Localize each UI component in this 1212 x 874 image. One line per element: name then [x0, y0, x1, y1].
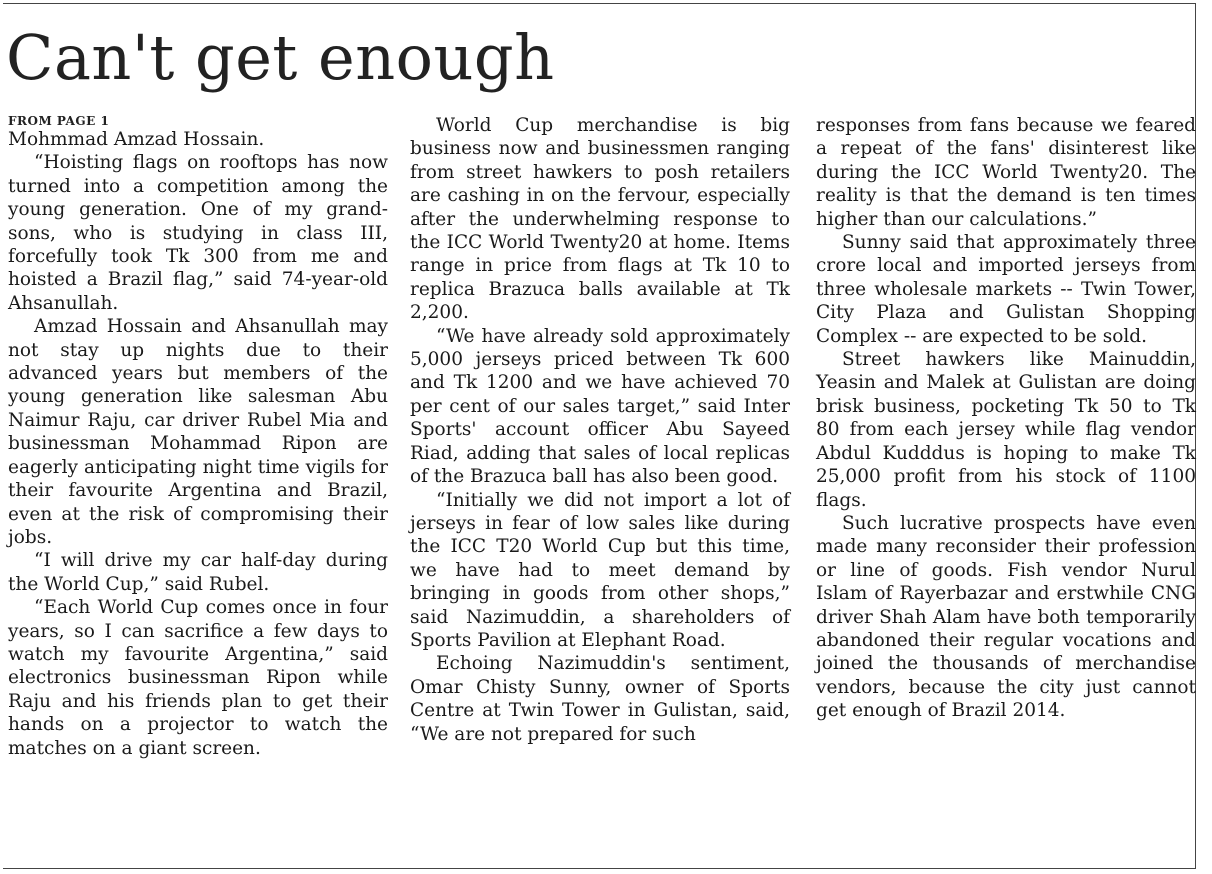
paragraph: Street hawkers like Mainuddin, Yeasin and Malek at Gulistan are doing brisk business, pocketing Tk 50 to Tk 80 from each jersey while flag vendor Abdul Kudddus is hoping to make Tk 25,000 profit from his stock of 1100 flags. — [816, 349, 1196, 511]
column-2 — [410, 114, 790, 746]
column-1 — [8, 114, 388, 760]
paragraph: “Each World Cup comes once in four years, so I can sacrifice a few days to watch my favourite Argentina,” said electronics businessman Ripon while Raju and his friends plan to get their hands on a projector to watch the matches on a giant screen. — [8, 597, 388, 759]
paragraph: “Initially we did not import a lot of jerseys in fear of low sales like during the ICC T20 World Cup but this time, we have had to meet demand by bringing in goods from other shops,” said Nazimuddin, a shareholders of Sports Pavilion at Elephant Road. — [410, 489, 790, 651]
column-3 — [816, 114, 1196, 723]
paragraph: World Cup merchandise is big business now and businessmen ranging from street hawkers to posh retailers are cashing in on the fervour, especially after the underwhelming response to the ICC World Twenty20 at home. Items range in price from flags at Tk 10 to replica Brazuca balls available at Tk 2,200. — [410, 115, 790, 324]
paragraph: Such lucrative prospects have even made many reconsider their profession or line of goods. Fish vendor Nurul Islam of Rayerbazar and erstwhile CNG driver Shah Alam have both temporarily abandoned their regular vocations and joined the thousands of merchandise vendors, because the city just cannot get enough of Brazil 2014. — [816, 512, 1196, 722]
paragraph: “Hoisting flags on rooftops has now turned into a competition among the young generation. One of my grandsons, who is studying in class III, forcefully took Tk 300 from me and hoisted a Brazil flag,” said 74-year-old Ahsanullah. — [8, 152, 388, 314]
paragraph: Sunny said that approximately three crore local and imported jerseys from three wholesale markets -- Twin Tower, City Plaza and Gulistan Shopping Complex -- are expected to be sold. — [816, 232, 1196, 347]
kicker-from-page: FROM PAGE 1 — [8, 114, 110, 128]
paragraph: Mohmmad Amzad Hossain. — [8, 129, 265, 150]
paragraph: “We have already sold approximately 5,000 jerseys priced between Tk 600 and Tk 1200 and we have achieved 70 per cent of our sales target,” said Inter Sports' account officer Abu Sayeed Riad, adding that sales of local replicas of the Brazuca ball has also been good. — [410, 325, 790, 488]
paragraph: Amzad Hossain and Ahsanullah may not stay up nights due to their advanced years but members of the young generation like salesman Abu Naimur Raju, car driver Rubel Mia and businessman Mohammad Ripon are eagerly anticipating night time vigils for their favourite Argentina and Brazil, even at the risk of compromising their jobs. — [8, 316, 388, 548]
paragraph: Echoing Nazimuddin's sentiment, Omar Chisty Sunny, owner of Sports Centre at Twin Tower in Gulistan, said, “We are not prepared for such — [410, 653, 790, 745]
paragraph: “I will drive my car half-day during the World Cup,” said Rubel. — [8, 550, 388, 595]
headline: Can't get enough — [6, 21, 555, 94]
paragraph: responses from fans because we feared a repeat of the fans' disinterest like during the ICC World Twenty20. The reality is that the demand is ten times higher than our calculations.” — [816, 115, 1196, 230]
